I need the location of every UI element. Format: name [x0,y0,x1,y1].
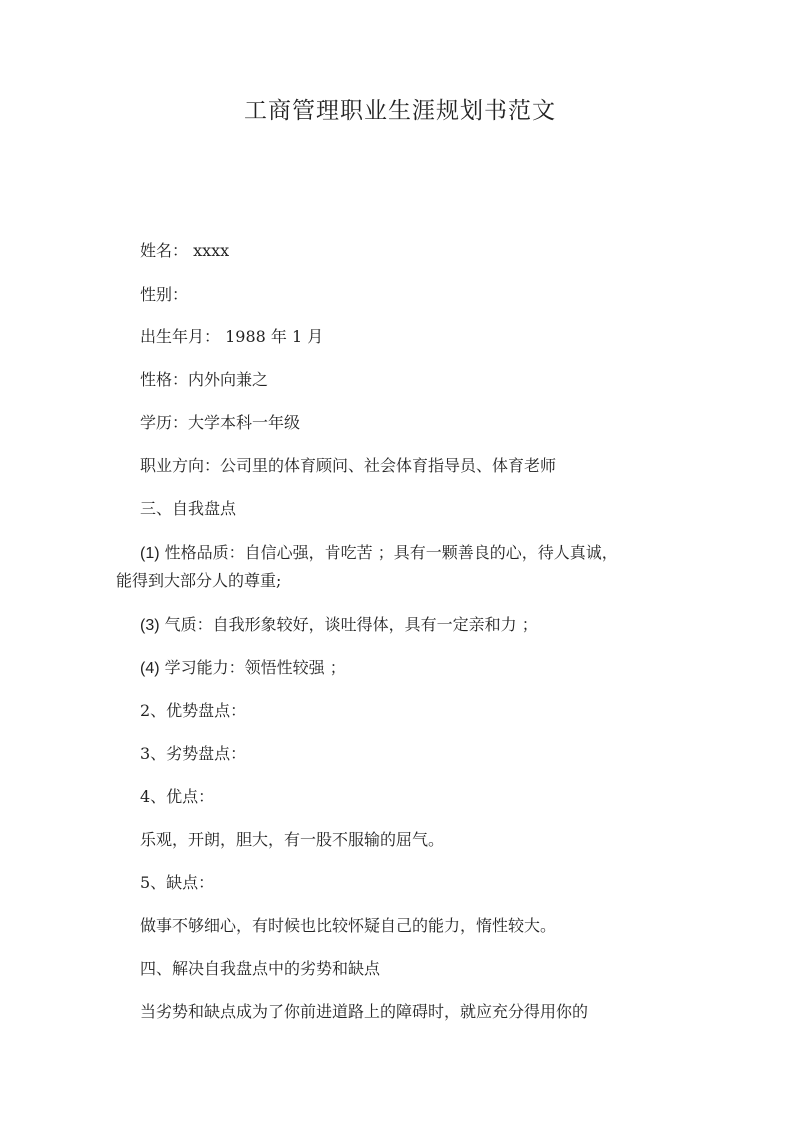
item-marker: (4) [140,660,160,677]
item-text: 性格品质：自信心强，肯吃苦 ；具有一颗善良的心，待人真诚， [164,543,618,562]
item-character-quality [140,542,618,565]
disadvantages-heading: 3、劣势盘点： [140,744,247,763]
item-character-quality-continued: 能得到大部分人的尊重; [116,571,282,590]
weaknesses-heading: 5、缺点： [140,873,215,892]
weaknesses-text: 做事不够细心，有时候也比较怀疑自己的能力，惰性较大。 [140,916,557,935]
name-line: 姓名： xxxx [140,241,230,260]
document-title: 工商管理职业生涯规划书范文 [244,98,556,124]
career-direction-line: 职业方向：公司里的体育顾问、社会体育指导员、体育老师 [140,456,557,475]
item-marker: (3) [140,617,160,634]
solutions-text: 当劣势和缺点成为了你前进道路上的障碍时，就应充分得用你的 [140,1002,589,1021]
item-temperament [140,614,538,637]
personality-line: 性格：内外向兼之 [140,370,269,389]
education-line: 学历：大学本科一年级 [140,413,301,432]
section-solutions: 四、解决自我盘点中的劣势和缺点 [140,959,381,978]
advantages-heading: 2、优势盘点： [140,701,247,720]
item-text: 气质：自我形象较好，谈吐得体，具有一定亲和力 ； [164,615,538,634]
item-learning-ability [140,657,346,680]
item-text: 学习能力：领悟性较强 ； [164,658,346,677]
item-marker: (1) [140,545,160,562]
strengths-text: 乐观，开朗，胆大，有一股不服输的屈气。 [140,830,445,849]
section-self-assessment: 三、自我盘点 [140,499,237,518]
gender-line: 性别： [140,285,189,304]
strengths-heading: 4、优点： [140,787,215,806]
birth-line: 出生年月： 1988 年 1 月 [140,327,324,346]
